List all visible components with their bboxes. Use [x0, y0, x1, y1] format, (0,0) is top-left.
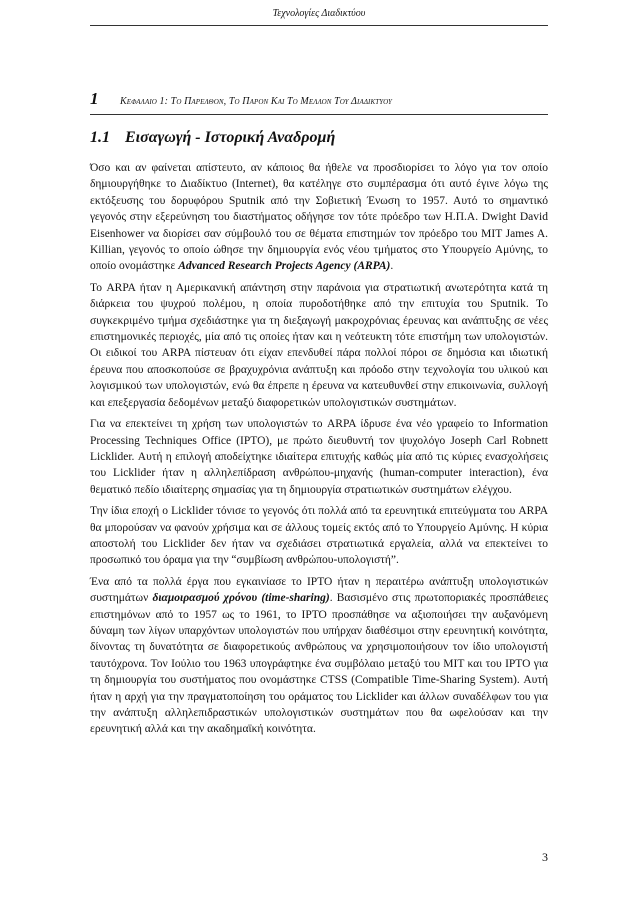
running-header: Τεχνολογίες Διαδικτύου [272, 8, 366, 19]
paragraph-4: Την ίδια εποχή ο Licklider τόνισε το γεγονός ότι πολλά από τα ερευνητικά επιτεύγματα του ARPA θα μπορούσαν να φανούν χρήσιμα και σε άλλους τομείς εκτός από το Υπουργείο Αμύνης. Η κύρια αποστολή του Licklider δεν ήταν να σχεδιάσει στρατιωτικά εργαλεία, αλλά να επεκτείνει το προσωπικό του όραμα για την “συμβίωση ανθρώπου-υπολογιστή”. [90, 505, 548, 567]
chapter-title: Κεφαλαιο 1: Το Παρελθον, Το Παρον Και Το Μελλον Του Διαδικτυου [120, 96, 392, 107]
chapter-number: 1 [90, 89, 99, 108]
section-heading [90, 128, 548, 148]
arpa-emphasis: Advanced Research Projects Agency (ARPA) [178, 260, 391, 273]
section-title: Εισαγωγή - Ιστορική Αναδρομή [125, 129, 336, 146]
paragraph-5-rest: . Βασισμένο στις πρωτοποριακές προσπάθειες επιστημόνων από το 1957 ως το 1961, το IPTO προσπάθησε να αξιοποιήσει την αυξανόμενη δύναμη των λίγων υπαρχόντων υπολογιστών που υπήρχαν διαθέσιμοι στην ερευνητική κοινότητα, δίνοντας τη δυνατότητα σε διαφορετικούς ανθρώπους να χρησιμοποιήσουν τον ίδιο υπολογιστή ταυτόχρονα. Τον Ιούλιο του 1963 υπογράφτηκε ένα συμβόλαιο μεταξύ του MIT και του IPTO για τη δημιουργία του συστήματος που ονομάστηκε CTSS (Compatible Time-Sharing System). Αυτή ήταν η αρχή για την πραγματοποίηση του οράματος του Licklider και άλλων συναδέλφων του για την ανάπτυξη αλληλεπιδραστικών υπολογιστικών συστημάτων που θα ωφελούσαν και την ερευνητική αλλά και την ακαδημαϊκή κοινότητα. [90, 592, 548, 736]
paragraph-1 [90, 160, 548, 275]
paragraph-5-text: Ένα από τα πολλά έργα που εγκαινίασε το IPTO ήταν η περαιτέρω ανάπτυξη υπολογιστικών συστημάτων [90, 575, 548, 605]
body-text [90, 160, 548, 743]
paragraph-2: Το ARPA ήταν η Αμερικανική απάντηση στην παράνοια για στρατιωτική ανωτερότητα κατά τη διάρκεια του ψυχρού πολέμου, η οποία πυροδοτήθηκε από την επιτυχία του Sputnik. Το συγκεκριμένο τμήμα σχεδιάστηκε για τη διεξαγωγή μακροχρόνιας έρευνας και ανάπτυξης σε νέες επιστημονικές περιοχές, μία από τις οποίες ήταν και η νεότευκτη τότε επιστήμη των υπολογιστών. Οι ειδικοί του ARPA πίστευαν ότι είχαν επενδυθεί πάρα πολλοί πόροι σε δημόσια και ιδιωτική έρευνα που αποσκοπούσε σε βραχυχρόνια ανάπτυξη και πρόοδο στην τεχνολογία του υλικού και λογισμικού των υπολογιστών, ενώ θα έπρεπε η έρευνα να κατευθυνθεί στην επικοινωνία, συλλογή και επεξεργασία δεδομένων μεταξύ διαφορετικών υπολογιστικών συστημάτων. [90, 281, 548, 409]
page-number: 3 [542, 850, 548, 864]
header-rule [90, 25, 548, 26]
section-number: 1.1 [90, 129, 110, 146]
paragraph-5 [90, 574, 548, 738]
paragraph-1-text: Όσο και αν φαίνεται απίστευτο, αν κάποιος θα ήθελε να προσδιορίσει το λόγο για τον οποίο δημιουργήθηκε το Διαδίκτυο (Internet), θα κατέληγε στο συμπέρασμα ότι αυτό έγινε λόγω της εκτόξευσης του δορυφόρου Sputnik από την Σοβιετική Ένωση το 1957. Αυτό το σημαντικό γεγονός στην εξερεύνηση του διαστήματος οδήγησε τον τότε πρόεδρο των Η.Π.Α. Dwight David Eisenhower να διορίσει σαν σύμβουλό του σε θέματα επιστημών τον πρόεδρο του MIT James A. Killian, γεγονός το οποίο ώθησε την δημιουργία ενός νέου τμήματος στο Υπουργείο Αμύνης, το οποίο ονομάστηκε [90, 162, 548, 273]
paragraph-1-end: . [390, 260, 394, 273]
time-sharing-emphasis: διαμοιρασμού χρόνου (time-sharing) [152, 592, 330, 605]
chapter-heading [90, 90, 548, 115]
paragraph-3: Για να επεκτείνει τη χρήση των υπολογιστών το ARPA ίδρυσε ένα νέο γραφείο το Information Processing Techniques Office (IPTO), με πρώτο διευθυντή τον ψυχολόγο Joseph Carl Robnett Licklider. Αυτή η επιλογή αποδείχτηκε ιδιαίτερα επιτυχής καθώς μία από τις κύριες ενασχολήσεις του Licklider ήταν η αλληλεπίδραση ανθρώπου-μηχανής (human-computer interaction), ένα θεματικό πεδίο ιδιαίτερης σημασίας για τη δημιουργία στρατιωτικών συστημάτων ελέγχου. [90, 418, 548, 496]
